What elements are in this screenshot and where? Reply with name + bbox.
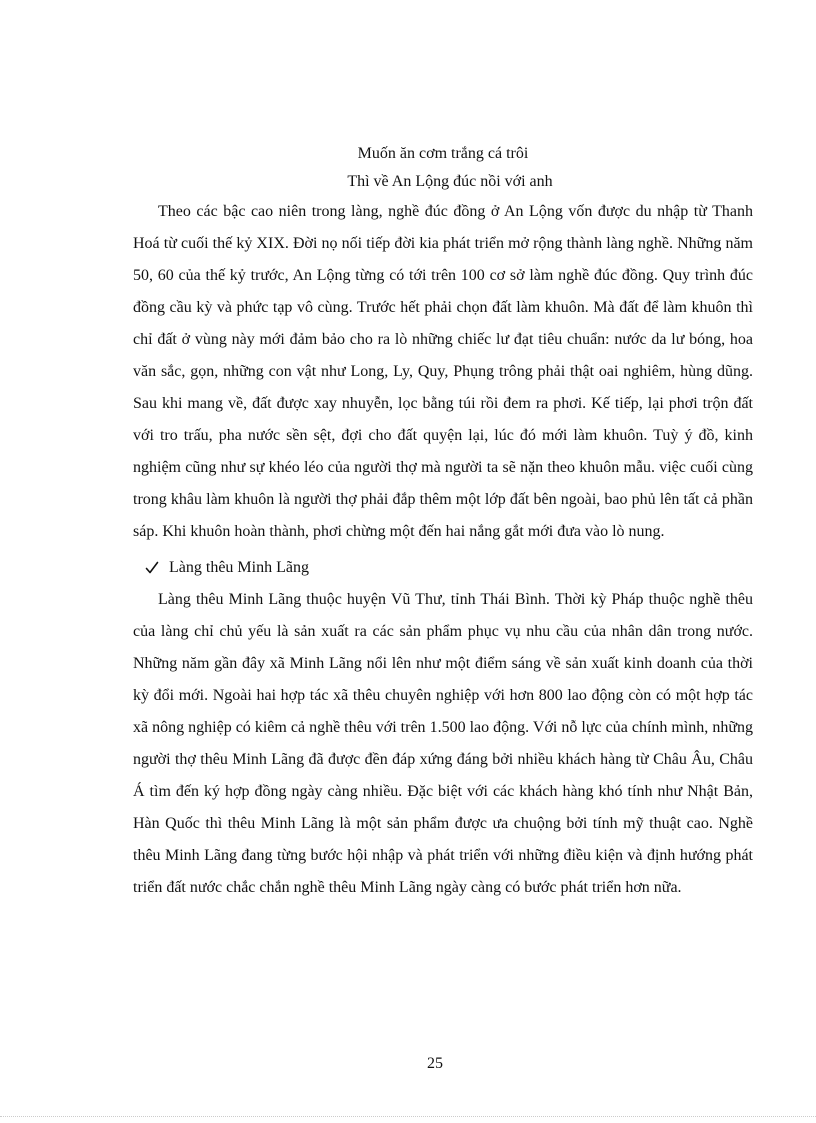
page-content [133,140,753,904]
bullet-heading [145,552,753,584]
verse-line-1: Muốn ăn cơm trắng cá trôi [357,145,529,162]
bottom-divider [0,1116,816,1117]
check-icon [145,561,159,575]
verse-line-2: Thì về An Lộng đúc nồi với anh [347,173,553,190]
paragraph-minh-lang: Làng thêu Minh Lãng thuộc huyện Vũ Thư, tỉnh Thái Bình. Thời kỳ Pháp thuộc nghề thêu của làng chỉ chủ yếu là sản xuất ra các sản phẩm phục vụ nhu cầu của nhân dân trong nước. Những năm gần đây xã Minh Lãng nổi lên như một điểm sáng về sản xuất kinh doanh của thời kỳ đổi mới. Ngoài hai hợp tác xã thêu chuyên nghiệp với hơn 800 lao động còn có một hợp tác xã nông nghiệp có kiêm cả nghề thêu với trên 1.500 lao động. Với nỗ lực của chính mình, những người thợ thêu Minh Lãng đã được đền đáp xứng đáng bởi nhiều khách hàng từ Châu Âu, Châu Á tìm đến ký hợp đồng ngày càng nhiều. Đặc biệt với các khách hàng khó tính như Nhật Bản, Hàn Quốc thì thêu Minh Lãng là một sản phẩm được ưa chuộng bởi tính mỹ thuật cao. Nghề thêu Minh Lãng đang từng bước hội nhập và phát triển với những điều kiện và định hướng phát triển đất nước chắc chắn nghề thêu Minh Lãng ngày càng có bước phát triển hơn nữa. [133,591,753,896]
paragraph-an-long: Theo các bậc cao niên trong làng, nghề đúc đồng ở An Lộng vốn được du nhập từ Thanh Hoá từ cuối thế kỷ XIX. Đời nọ nối tiếp đời kia phát triển mở rộng thành làng nghề. Những năm 50, 60 của thế kỷ trước, An Lộng từng có tới trên 100 cơ sở làm nghề đúc đồng. Quy trình đúc đồng cầu kỳ và phức tạp vô cùng. Trước hết phải chọn đất làm khuôn. Mà đất để làm khuôn thì chỉ đất ở vùng này mới đảm bảo cho ra lò những chiếc lư đạt tiêu chuẩn: nước da lư bóng, hoa văn sắc, gọn, những con vật như Long, Ly, Quy, Phụng trông phải thật oai nghiêm, hùng dũng. Sau khi mang về, đất được xay nhuyễn, lọc bằng túi rồi đem ra phơi. Kế tiếp, lại phơi trộn đất với tro trấu, pha nước sền sệt, đợi cho đất quyện lại, lúc đó mới làm khuôn. Tuỳ ý đồ, kinh nghiệm cũng như sự khéo léo của người thợ mà người ta sẽ nặn theo khuôn mẫu. việc cuối cùng trong khâu làm khuôn là người thợ phải đắp thêm một lớp đất bên ngoài, bao phủ lên tất cả phần sáp. Khi khuôn hoàn thành, phơi chừng một đến hai nắng gắt mới đưa vào lò nung. [133,203,753,540]
bullet-heading-text: Làng thêu Minh Lãng [169,559,309,576]
page-number: 25 [427,1055,443,1072]
